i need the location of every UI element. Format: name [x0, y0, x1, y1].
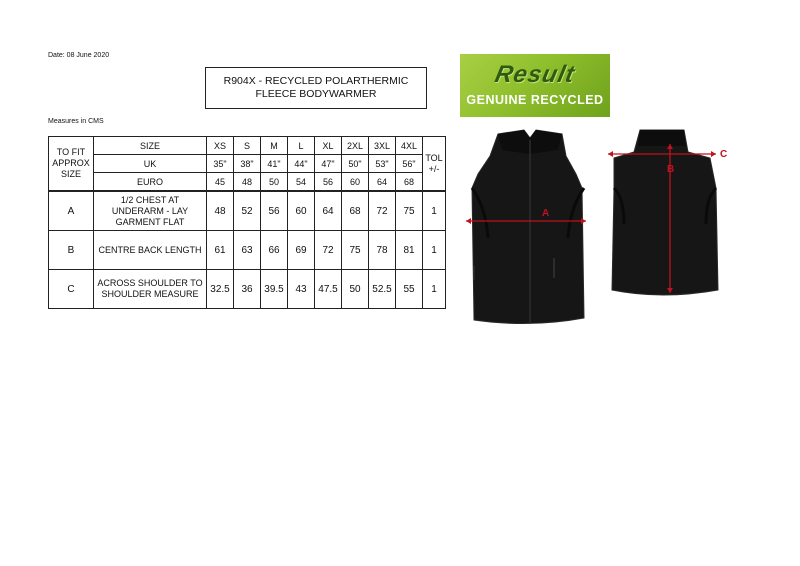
uk-cell: 53" [369, 155, 396, 173]
uk-cell: 44" [288, 155, 315, 173]
logo-tagline: GENUINE RECYCLED [466, 93, 604, 107]
measure-row-b [49, 231, 446, 270]
value-cell: 56 [261, 191, 288, 231]
euro-row [49, 173, 446, 192]
euro-cell: 68 [396, 173, 423, 192]
euro-cell: 54 [288, 173, 315, 192]
size-cell: S [234, 137, 261, 155]
row-label-line: CENTRE BACK LENGTH [98, 244, 202, 255]
tol-line: TOL [425, 152, 443, 163]
back-garment-image [604, 128, 734, 303]
uk-cell: 35" [207, 155, 234, 173]
uk-cell: 47" [315, 155, 342, 173]
to-fit-line: TO FIT [56, 147, 86, 157]
value-cell: 63 [234, 231, 261, 270]
value-cell: 50 [342, 270, 369, 309]
row-label-line: 1/2 CHEST AT [120, 194, 180, 205]
value-cell: 52.5 [369, 270, 396, 309]
value-cell: 72 [315, 231, 342, 270]
row-code: B [49, 231, 94, 270]
euro-cell: 50 [261, 173, 288, 192]
euro-cell: 45 [207, 173, 234, 192]
euro-label: EURO [94, 173, 207, 192]
value-cell: 61 [207, 231, 234, 270]
row-label-line: GARMENT FLAT [115, 216, 185, 227]
value-cell: 47.5 [315, 270, 342, 309]
euro-cell: 60 [342, 173, 369, 192]
value-cell: 75 [342, 231, 369, 270]
value-cell: 60 [288, 191, 315, 231]
tol-cell: 1 [423, 191, 446, 231]
measures-note: Measures in CMS [48, 118, 104, 125]
marker-a: A [542, 208, 550, 219]
measure-row-c [49, 270, 446, 309]
title-line-1: R904X - RECYCLED POLARTHERMIC [223, 75, 409, 87]
uk-label: UK [94, 155, 207, 173]
tol-cell: 1 [423, 231, 446, 270]
to-fit-header [49, 137, 94, 192]
row-label-line: ACROSS SHOULDER TO [97, 278, 203, 288]
tolerance-header [423, 137, 446, 192]
value-cell: 43 [288, 270, 315, 309]
value-cell: 55 [396, 270, 423, 309]
value-cell: 78 [369, 231, 396, 270]
measure-row-a [49, 191, 446, 231]
value-cell: 68 [342, 191, 369, 231]
tol-cell: 1 [423, 270, 446, 309]
logo-brand: Result [492, 61, 578, 88]
value-cell: 64 [315, 191, 342, 231]
size-cell: L [288, 137, 315, 155]
value-cell: 32.5 [207, 270, 234, 309]
row-label [94, 191, 207, 231]
front-garment-image [458, 128, 598, 328]
date-label: Date: 08 June 2020 [48, 52, 110, 59]
marker-b: B [667, 164, 675, 175]
size-cell: 4XL [396, 137, 423, 155]
row-code: C [49, 270, 94, 309]
value-cell: 69 [288, 231, 315, 270]
result-logo [460, 54, 610, 117]
uk-cell: 38" [234, 155, 261, 173]
value-cell: 52 [234, 191, 261, 231]
size-cell: XL [315, 137, 342, 155]
marker-c: C [720, 149, 728, 160]
euro-cell: 56 [315, 173, 342, 192]
euro-cell: 48 [234, 173, 261, 192]
size-chart-table [48, 136, 446, 309]
size-cell: 2XL [342, 137, 369, 155]
row-code: A [49, 191, 94, 231]
value-cell: 75 [396, 191, 423, 231]
tol-line: +/- [428, 163, 440, 174]
uk-row [49, 155, 446, 173]
euro-cell: 64 [369, 173, 396, 192]
size-cell: XS [207, 137, 234, 155]
uk-cell: 50" [342, 155, 369, 173]
document-title [205, 67, 427, 109]
row-label-line: UNDERARM - LAY [111, 205, 189, 216]
value-cell: 39.5 [261, 270, 288, 309]
size-label: SIZE [94, 137, 207, 155]
row-label-line: SHOULDER MEASURE [101, 289, 199, 299]
value-cell: 48 [207, 191, 234, 231]
to-fit-line: SIZE [60, 169, 81, 179]
size-row [49, 137, 446, 155]
value-cell: 81 [396, 231, 423, 270]
title-line-2: FLEECE BODYWARMER [255, 88, 377, 100]
row-label [94, 231, 207, 270]
to-fit-line: APPROX [52, 158, 90, 168]
value-cell: 66 [261, 231, 288, 270]
uk-cell: 56" [396, 155, 423, 173]
value-cell: 36 [234, 270, 261, 309]
uk-cell: 41" [261, 155, 288, 173]
value-cell: 72 [369, 191, 396, 231]
size-cell: 3XL [369, 137, 396, 155]
size-cell: M [261, 137, 288, 155]
row-label [94, 270, 207, 309]
